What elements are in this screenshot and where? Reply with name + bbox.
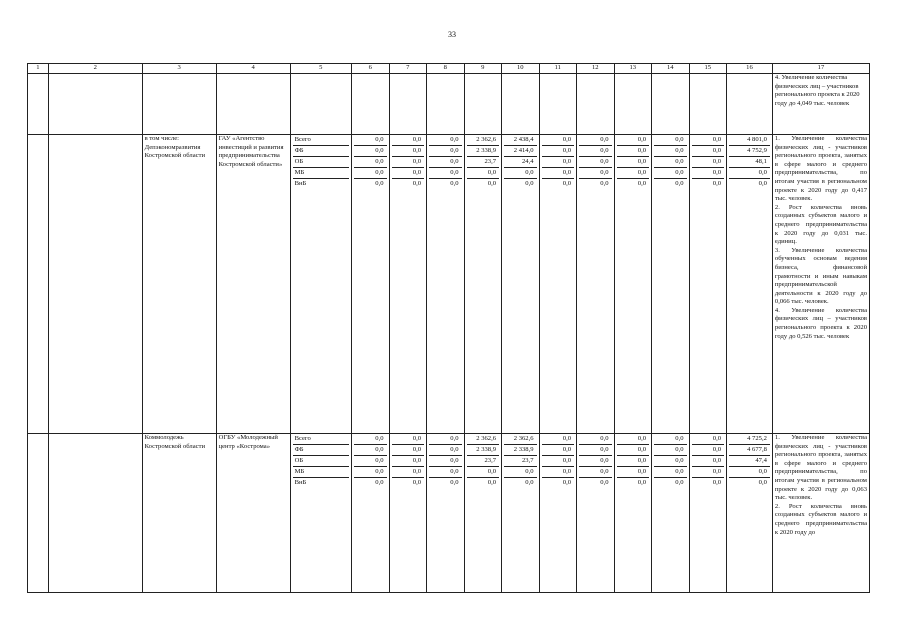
value-cell: 0,0	[654, 434, 687, 445]
result-item: 4. Увеличение количества физических лиц – участников регионального проекта к 2020 году до 0,526 тыс. человек	[774, 306, 867, 340]
value-cell: 23,7	[467, 157, 500, 168]
value-column-16	[727, 135, 773, 434]
value-cell: 0,0	[692, 445, 725, 456]
value-cell: 0,0	[525, 179, 534, 187]
column-header-9: 9	[464, 64, 502, 74]
column-header-5: 5	[290, 64, 351, 74]
col-2-cell	[48, 434, 142, 593]
value-cell: 0,0	[654, 445, 687, 456]
value-column-13	[614, 434, 652, 593]
column-header-8: 8	[427, 64, 465, 74]
value-column-12	[577, 135, 615, 434]
funding-source: ОБ	[293, 157, 349, 168]
budget-table	[27, 63, 870, 593]
value-cell: 47,4	[729, 456, 770, 467]
value-cell: 0,0	[392, 445, 425, 456]
value-cell: 0,0	[504, 168, 537, 179]
col-1-cell	[28, 135, 49, 434]
column-header-17: 17	[772, 64, 869, 74]
value-cell: 0,0	[654, 146, 687, 157]
value-cell: 0,0	[429, 456, 462, 467]
value-cell: 0,0	[392, 168, 425, 179]
value-cell: 0,0	[579, 445, 612, 456]
value-cell: 0,0	[375, 179, 384, 187]
value-column-8	[427, 434, 465, 593]
funding-source: ФБ	[293, 445, 349, 456]
value-column-14	[652, 135, 690, 434]
responsible-executor: в том числе: Депэкономразвития Костромской области	[142, 135, 216, 434]
column-header-15: 15	[689, 64, 727, 74]
value-cell: 0,0	[675, 478, 684, 486]
result-item: 2. Рост количества вновь созданных субъектов малого и среднего предпринимательства к 2020 году до	[774, 502, 867, 536]
value-cell: 0,0	[392, 135, 425, 146]
value-cell: 0,0	[487, 179, 497, 187]
result-item: 1. Увеличение количества физических лиц - участников регионального проекта, занятых в сфере малого и среднего предпринимательства, по итогам участия в региональном проекте к 2020 году до 0,063 тыс. человек.	[774, 434, 867, 502]
col-1-cell	[28, 434, 49, 593]
value-cell: 0,0	[467, 467, 500, 478]
value-cell: 0,0	[354, 157, 387, 168]
page-number: 33	[448, 30, 456, 39]
col-2-cell	[48, 135, 142, 434]
value-cell: 2 362,6	[467, 434, 500, 445]
value-column-16	[727, 434, 773, 593]
value-column-13	[614, 135, 652, 434]
value-cell: 0,0	[429, 168, 462, 179]
value-cell: 0,0	[429, 434, 462, 445]
header-row	[28, 64, 870, 74]
responsible-executor: Коммолодежь Костромской области	[142, 434, 216, 593]
value-cell: 0,0	[542, 467, 575, 478]
funding-source: ВнБ	[294, 179, 307, 187]
value-cell: 0,0	[467, 168, 500, 179]
value-cell: 4 725,2	[729, 434, 770, 445]
value-cell: 0,0	[692, 168, 725, 179]
funding-source: МБ	[293, 467, 349, 478]
value-column-8	[427, 135, 465, 434]
value-cell: 0,0	[412, 478, 422, 486]
value-cell: 0,0	[617, 434, 650, 445]
column-header-1: 1	[28, 64, 49, 74]
top-note: 4. Увеличение количества физических лиц – участников регионального проекта к 2020 году до 4,049 тыс. человек	[772, 74, 869, 135]
value-cell: 0,0	[729, 168, 770, 179]
value-cell: 0,0	[354, 445, 387, 456]
value-cell: 24,4	[504, 157, 537, 168]
value-cell: 0,0	[579, 456, 612, 467]
value-cell: 0,0	[579, 135, 612, 146]
value-cell: 0,0	[729, 467, 770, 478]
value-cell: 0,0	[654, 168, 687, 179]
column-header-4: 4	[216, 64, 290, 74]
participant-organization: ОГБУ «Молодежный центр «Кострома»	[216, 434, 290, 593]
value-cell: 2 338,9	[467, 146, 500, 157]
value-cell: 0,0	[600, 179, 609, 187]
value-cell: 0,0	[450, 179, 459, 187]
value-column-15	[689, 434, 727, 593]
value-cell: 0,0	[429, 157, 462, 168]
value-cell: 0,0	[487, 478, 497, 486]
budget-block	[28, 434, 870, 593]
value-cell: 0,0	[692, 434, 725, 445]
column-header-7: 7	[389, 64, 427, 74]
value-column-15	[689, 135, 727, 434]
funding-source: ВнБ	[294, 478, 307, 486]
funding-source: МБ	[293, 168, 349, 179]
value-cell: 0,0	[354, 168, 387, 179]
value-cell: 0,0	[542, 456, 575, 467]
value-cell: 0,0	[617, 146, 650, 157]
result-item: 2. Рост количества вновь созданных субъектов малого и среднего предпринимательства к 2020 году до 0,031 тыс. единиц.	[774, 203, 867, 246]
value-cell: 0,0	[542, 168, 575, 179]
funding-source: ОБ	[293, 456, 349, 467]
value-column-7	[389, 434, 427, 593]
value-cell: 0,0	[542, 135, 575, 146]
funding-source: Всего	[293, 135, 349, 146]
top-note-row	[28, 74, 870, 135]
value-cell: 0,0	[429, 135, 462, 146]
value-cell: 0,0	[542, 434, 575, 445]
value-cell: 0,0	[675, 179, 684, 187]
value-cell: 0,0	[375, 478, 384, 486]
value-cell: 0,0	[758, 179, 767, 187]
value-column-7	[389, 135, 427, 434]
value-column-9	[464, 135, 502, 434]
value-cell: 23,7	[504, 456, 537, 467]
value-cell: 0,0	[654, 157, 687, 168]
value-cell: 0,0	[562, 179, 572, 187]
value-column-10	[502, 434, 540, 593]
value-cell: 0,0	[579, 434, 612, 445]
value-column-12	[577, 434, 615, 593]
funding-source-column	[290, 135, 351, 434]
value-cell: 0,0	[617, 456, 650, 467]
value-cell: 0,0	[504, 467, 537, 478]
value-cell: 0,0	[579, 157, 612, 168]
column-header-13: 13	[614, 64, 652, 74]
value-cell: 0,0	[429, 146, 462, 157]
value-cell: 2 362,6	[467, 135, 500, 146]
value-cell: 0,0	[542, 157, 575, 168]
value-cell: 0,0	[412, 179, 422, 187]
expected-results	[772, 434, 869, 593]
value-cell: 0,0	[392, 434, 425, 445]
result-item: 1. Увеличение количества физических лиц - участников регионального проекта, занятых в сфере малого и среднего предпринимательства, по итогам участия в региональном проекте к 2020 году до 0,417 тыс. человек.	[774, 135, 867, 203]
column-header-2: 2	[48, 64, 142, 74]
value-cell: 2 438,4	[504, 135, 537, 146]
value-column-6	[352, 434, 390, 593]
value-cell: 4 752,9	[729, 146, 770, 157]
value-cell: 0,0	[654, 456, 687, 467]
value-column-9	[464, 434, 502, 593]
value-cell: 0,0	[637, 478, 647, 486]
value-cell: 0,0	[654, 467, 687, 478]
value-cell: 0,0	[392, 467, 425, 478]
value-cell: 2 338,9	[467, 445, 500, 456]
value-cell: 0,0	[354, 135, 387, 146]
value-cell: 23,7	[467, 456, 500, 467]
value-cell: 0,0	[354, 146, 387, 157]
column-header-11: 11	[539, 64, 577, 74]
value-cell: 0,0	[579, 467, 612, 478]
value-cell: 4 677,8	[729, 445, 770, 456]
column-header-16: 16	[727, 64, 773, 74]
funding-source: Всего	[293, 434, 349, 445]
value-cell: 0,0	[542, 445, 575, 456]
value-column-6	[352, 135, 390, 434]
value-cell: 0,0	[617, 168, 650, 179]
value-cell: 0,0	[579, 168, 612, 179]
funding-source: ФБ	[293, 146, 349, 157]
column-header-6: 6	[352, 64, 390, 74]
value-cell: 4 801,0	[729, 135, 770, 146]
value-cell: 0,0	[429, 445, 462, 456]
value-cell: 0,0	[758, 478, 767, 486]
value-cell: 0,0	[617, 157, 650, 168]
value-cell: 0,0	[429, 467, 462, 478]
result-item: 3. Увеличение количества обученных основам ведения бизнеса, финансовой грамотности и иным навыкам предпринимательской деятельности к 2020 году до 0,066 тыс. человек.	[774, 246, 867, 306]
value-cell: 2 362,6	[504, 434, 537, 445]
column-header-14: 14	[652, 64, 690, 74]
column-header-3: 3	[142, 64, 216, 74]
value-cell: 0,0	[392, 456, 425, 467]
value-column-10	[502, 135, 540, 434]
column-header-10: 10	[502, 64, 540, 74]
value-cell: 0,0	[600, 478, 609, 486]
value-cell: 0,0	[617, 445, 650, 456]
value-cell: 0,0	[692, 467, 725, 478]
participant-organization: ГАУ «Агентство инвестиций и развития предпринимательства Костромской области»	[216, 135, 290, 434]
value-cell: 0,0	[617, 467, 650, 478]
value-cell: 0,0	[354, 467, 387, 478]
column-header-12: 12	[577, 64, 615, 74]
value-cell: 0,0	[692, 157, 725, 168]
value-column-11	[539, 135, 577, 434]
expected-results	[772, 135, 869, 434]
value-cell: 0,0	[354, 434, 387, 445]
value-cell: 0,0	[637, 179, 647, 187]
value-cell: 0,0	[692, 456, 725, 467]
value-cell: 0,0	[692, 146, 725, 157]
value-cell: 0,0	[579, 146, 612, 157]
value-cell: 0,0	[562, 478, 572, 486]
value-cell: 2 338,9	[504, 445, 537, 456]
value-cell: 0,0	[450, 478, 459, 486]
budget-block	[28, 135, 870, 434]
value-cell: 48,1	[729, 157, 770, 168]
value-cell: 0,0	[542, 146, 575, 157]
value-cell: 2 414,0	[504, 146, 537, 157]
value-cell: 0,0	[617, 135, 650, 146]
value-cell: 0,0	[525, 478, 534, 486]
value-column-14	[652, 434, 690, 593]
funding-source-column	[290, 434, 351, 593]
value-cell: 0,0	[712, 478, 722, 486]
value-column-11	[539, 434, 577, 593]
value-cell: 0,0	[392, 146, 425, 157]
value-cell: 0,0	[654, 135, 687, 146]
value-cell: 0,0	[692, 135, 725, 146]
value-cell: 0,0	[712, 179, 722, 187]
value-cell: 0,0	[392, 157, 425, 168]
value-cell: 0,0	[354, 456, 387, 467]
